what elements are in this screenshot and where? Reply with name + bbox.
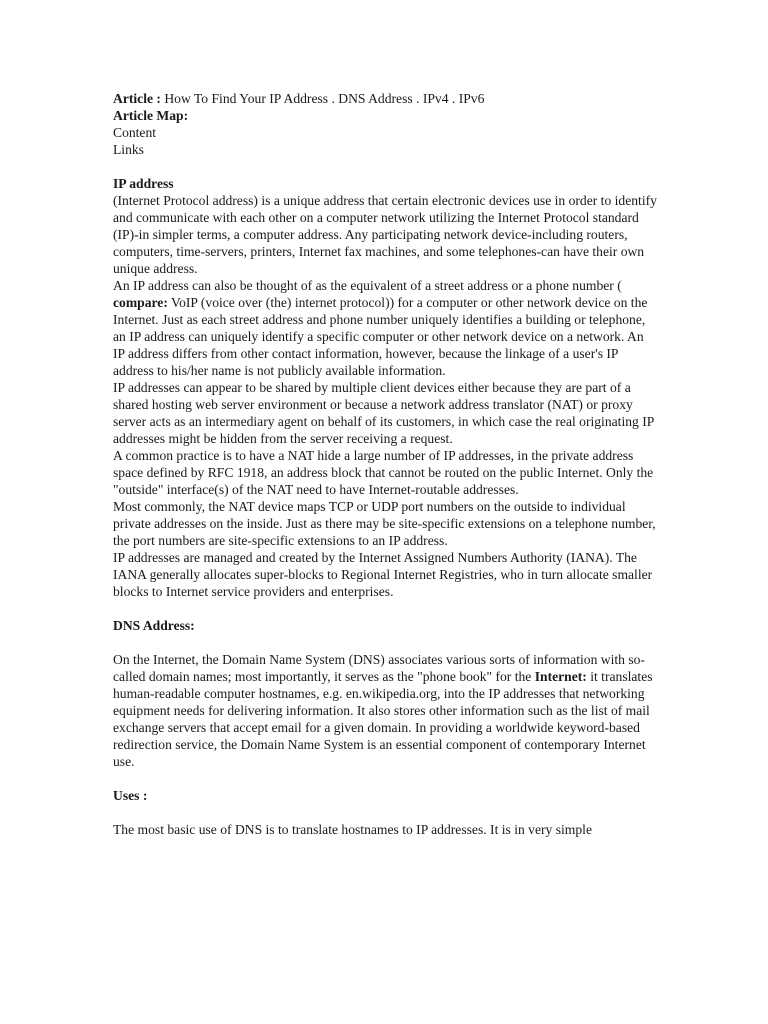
dns-paragraph-1 — [113, 651, 658, 770]
uses-paragraph-1: The most basic use of DNS is to translate hostnames to IP addresses. It is in very simple — [113, 822, 592, 837]
article-map-label: Article Map: — [113, 108, 189, 123]
ip-heading: IP address — [113, 176, 174, 191]
spacer — [113, 634, 658, 651]
article-label: Article : — [113, 91, 161, 106]
spacer — [113, 158, 658, 175]
ip-paragraph-1: (Internet Protocol address) is a unique address that certain electronic devices use in order to identify and communicate with each other on a computer network utilizing the Internet Protocol standard (IP)-in simpler terms, a computer address. Any participating network device-including routers, computers, time-servers, printers, Internet fax machines, and some telephones-can have their own unique address. — [113, 193, 657, 276]
article-map-item-content[interactable]: Content — [113, 125, 157, 140]
ip-paragraph-6: IP addresses are managed and created by the Internet Assigned Numbers Authority (IANA). The IANA generally allocates super-blocks to Regional Internet Registries, who in turn allocate smaller blocks to Internet service providers and enterprises. — [113, 550, 653, 599]
uses-heading: Uses : — [113, 788, 148, 803]
article-title-line — [113, 90, 658, 107]
dns-p1-internet: Internet: — [534, 669, 587, 684]
spacer — [113, 600, 658, 617]
ip-p2-compare: compare: — [113, 295, 168, 310]
ip-p2-after: VoIP (voice over (the) internet protocol)) for a computer or other network device on the Internet. Just as each street address and phone number uniquely identifies a building or telephone, an IP address can uniquely identify a specific computer or other network device on a network. An IP address differs from other contact information, however, because the linkage of a user's IP address to his/her name is not publicly available information. — [113, 295, 648, 378]
ip-paragraph-2 — [113, 277, 658, 379]
ip-paragraph-4: A common practice is to have a NAT hide a large number of IP addresses, in the private address space defined by RFC 1918, an address block that cannot be routed on the public Internet. Only the "outside" interface(s) of the NAT need to have Internet-routable addresses. — [113, 448, 654, 497]
dns-p1-after: it translates human-readable computer hostnames, e.g. en.wikipedia.org, into the IP addresses that networking equipment needs for delivering information. It also stores other information such as the list of mail exchange servers that accept email for a given domain. In providing a worldwide keyword-based redirection service, the Domain Name System is an essential component of contemporary Internet use. — [113, 669, 653, 769]
dns-p1-before: On the Internet, the Domain Name System (DNS) associates various sorts of information with so-called domain names; most importantly, it serves as the "phone book" for the — [113, 652, 645, 684]
document-content — [113, 90, 658, 838]
article-map-item-links[interactable]: Links — [113, 142, 144, 157]
spacer — [113, 804, 658, 821]
dns-heading: DNS Address: — [113, 618, 195, 633]
ip-paragraph-5: Most commonly, the NAT device maps TCP or UDP port numbers on the outside to individual private addresses on the inside. Just as there may be site-specific extensions on a telephone number, the port numbers are site-specific extensions to an IP address. — [113, 499, 656, 548]
ip-p2-before: An IP address can also be thought of as the equivalent of a street address or a phone number ( — [113, 278, 622, 293]
spacer — [113, 770, 658, 787]
ip-paragraph-3: IP addresses can appear to be shared by multiple client devices either because they are part of a shared hosting web server environment or because a network address translator (NAT) or proxy server acts as an intermediary agent on behalf of its customers, in which case the real originating IP addresses might be hidden from the server receiving a request. — [113, 380, 654, 446]
article-title: How To Find Your IP Address . DNS Address . IPv4 . IPv6 — [164, 91, 485, 106]
